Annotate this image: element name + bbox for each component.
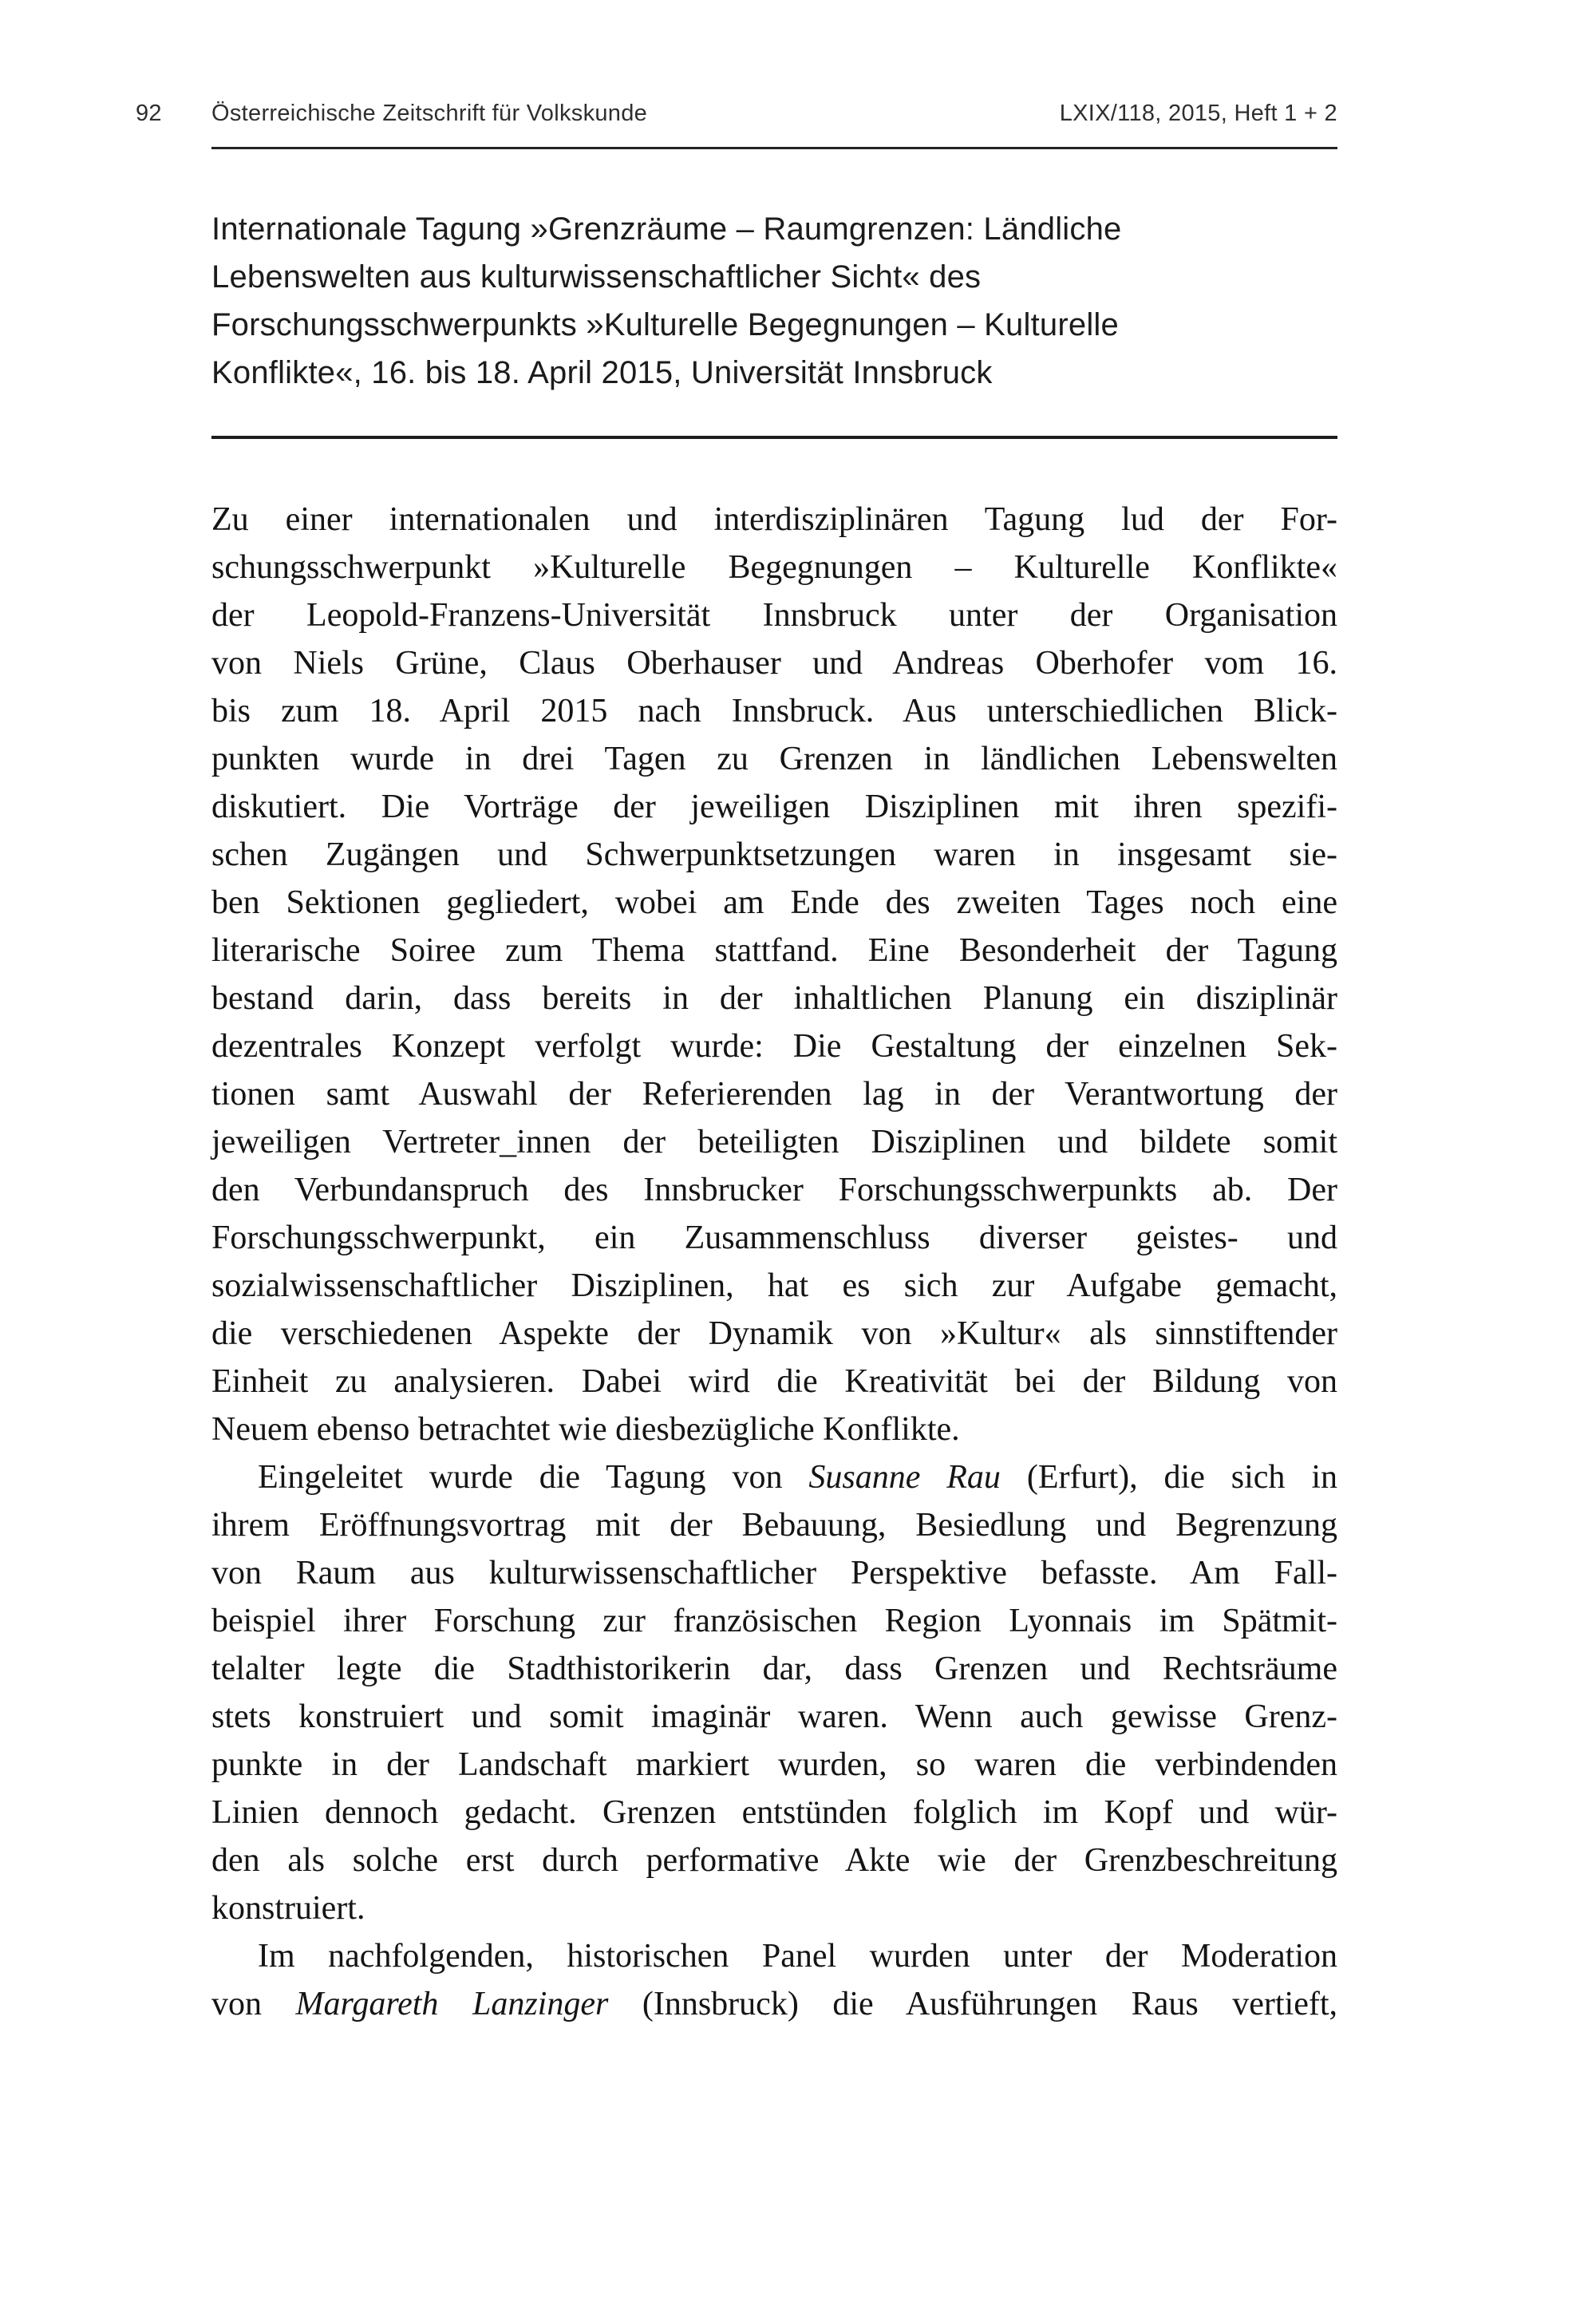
body-line — [211, 1741, 1337, 1789]
body-text-segment: stets konstruiert und somit imaginär waren. Wenn auch gewisse Grenz- — [211, 1698, 1337, 1735]
body-text-segment: tionen samt Auswahl der Referierenden lag in der Verantwortung der — [211, 1076, 1337, 1113]
body-line — [211, 1214, 1337, 1262]
body-line — [211, 927, 1337, 975]
body-text-segment: literarische Soiree zum Thema stattfand. Eine Besonderheit der Tagung — [211, 932, 1337, 969]
body-text-segment: ihrem Eröffnungsvortrag mit der Bebauung, Besiedlung und Begrenzung — [211, 1507, 1337, 1544]
body-line — [211, 1262, 1337, 1310]
body-text-segment: dezentrales Konzept verfolgt wurde: Die Gestaltung der einzelnen Sek- — [211, 1028, 1337, 1065]
body-line — [211, 496, 1337, 544]
article-title-line: Forschungsschwerpunkts »Kulturelle Begegnungen – Kulturelle — [211, 307, 1119, 342]
body-line — [211, 591, 1337, 639]
body-line — [211, 1597, 1337, 1645]
body-line — [211, 1645, 1337, 1693]
body-line — [211, 1310, 1337, 1358]
body-line — [211, 879, 1337, 927]
body-text-segment: punkte in der Landschaft markiert wurden, so waren die verbindenden — [211, 1746, 1337, 1783]
body-text-segment: (Innsbruck) die Ausführungen Raus vertieft, — [608, 1986, 1338, 2022]
body-text-segment: diskutiert. Die Vorträge der jeweiligen Disziplinen mit ihren spezifi- — [211, 789, 1337, 825]
article-title — [211, 205, 1361, 397]
body-line — [211, 975, 1337, 1022]
body-text-segment: den Verbundanspruch des Innsbrucker Forschungsschwerpunkts ab. Der — [211, 1172, 1337, 1208]
body-text-segment: schen Zugängen und Schwerpunktsetzungen waren in insgesamt sie- — [211, 836, 1337, 873]
body-line — [211, 735, 1337, 783]
body-text-segment: Neuem ebenso betrachtet wie diesbezügliche Konflikte. — [211, 1411, 960, 1448]
body-text-segment: beispiel ihrer Forschung zur französischen Region Lyonnais im Spätmit- — [211, 1603, 1337, 1639]
body-text-segment: telalter legte die Stadthistorikerin dar, dass Grenzen und Rechtsräume — [211, 1651, 1337, 1687]
body-line — [211, 1118, 1337, 1166]
body-text-segment: der Leopold-Franzens-Universität Innsbruck unter der Organisation — [211, 597, 1337, 634]
body-text-segment: punkten wurde in drei Tagen zu Grenzen in ländlichen Lebenswelten — [211, 741, 1337, 777]
body-line — [211, 639, 1337, 687]
body-line — [211, 831, 1337, 879]
article-title-line: Konflikte«, 16. bis 18. April 2015, Universität Innsbruck — [211, 355, 993, 390]
body-text-segment: Einheit zu analysieren. Dabei wird die Kreativität bei der Bildung von — [211, 1363, 1337, 1400]
body-text-segment: bis zum 18. April 2015 nach Innsbruck. Aus unterschiedlichen Blick- — [211, 693, 1337, 729]
body-text-segment: konstruiert. — [211, 1890, 365, 1927]
body-line — [211, 687, 1337, 735]
issue-info: LXIX/118, 2015, Heft 1 + 2 — [1059, 101, 1337, 126]
body-text-segment: Im nachfolgenden, historischen Panel wurden unter der Moderation — [258, 1938, 1337, 1975]
header-rule — [211, 147, 1337, 149]
running-head — [136, 99, 1337, 131]
body-line — [211, 1022, 1337, 1070]
body-line — [211, 1837, 1337, 1884]
body-line — [211, 544, 1337, 591]
title-rule — [211, 436, 1337, 439]
body-line — [211, 1789, 1337, 1837]
body-text-segment: den als solche erst durch performative Akte wie der Grenzbeschreitung — [211, 1842, 1337, 1879]
person-name-italic: Susanne Rau — [808, 1459, 1001, 1496]
body-text-segment: Eingeleitet wurde die Tagung von — [258, 1459, 809, 1496]
body-line — [211, 1693, 1337, 1741]
body-line — [211, 1166, 1337, 1214]
body-line — [211, 1070, 1337, 1118]
article-title-line: Lebenswelten aus kulturwissenschaftlicher Sicht« des — [211, 259, 982, 295]
body-text-segment: von Niels Grüne, Claus Oberhauser und Andreas Oberhofer vom 16. — [211, 645, 1337, 682]
body-text-segment: schungsschwerpunkt »Kulturelle Begegnungen – Kulturelle Konflikte« — [211, 549, 1337, 586]
body-text-segment: die verschiedenen Aspekte der Dynamik von »Kultur« als sinnstiftender — [211, 1315, 1337, 1352]
body-text-segment: bestand darin, dass bereits in der inhaltlichen Planung ein disziplinär — [211, 980, 1337, 1017]
body-line — [211, 1453, 1337, 1501]
body-line — [211, 1932, 1337, 1980]
journal-name: Österreichische Zeitschrift für Volkskunde — [211, 101, 648, 126]
body-line — [211, 1406, 1337, 1453]
person-name-italic: Margareth Lanzinger — [295, 1986, 609, 2022]
body-line — [211, 1980, 1337, 2028]
body-text-segment: (Erfurt), die sich in — [1000, 1459, 1337, 1496]
body-line — [211, 1501, 1337, 1549]
body-text-segment: Zu einer internationalen und interdisziplinären Tagung lud der For- — [211, 501, 1337, 538]
article-title-line: Internationale Tagung »Grenzräume – Raumgrenzen: Ländliche — [211, 212, 1122, 247]
body-text-segment: sozialwissenschaftlicher Disziplinen, hat es sich zur Aufgabe gemacht, — [211, 1267, 1337, 1304]
page-number: 92 — [136, 101, 162, 126]
body-text-segment: von — [211, 1986, 296, 2022]
body-text-segment: Forschungsschwerpunkt, ein Zusammenschluss diverser geistes- und — [211, 1220, 1337, 1256]
body-line — [211, 1884, 1337, 1932]
body-line — [211, 783, 1337, 831]
body-text-segment: ben Sektionen gegliedert, wobei am Ende des zweiten Tages noch eine — [211, 884, 1337, 921]
body-text-segment: von Raum aus kulturwissenschaftlicher Perspektive befasste. Am Fall- — [211, 1555, 1337, 1591]
body-line — [211, 1549, 1337, 1597]
article-body — [211, 496, 1337, 2028]
body-line — [211, 1358, 1337, 1406]
body-text-segment: Linien dennoch gedacht. Grenzen entstünden folglich im Kopf und wür- — [211, 1794, 1337, 1831]
body-text-segment: jeweiligen Vertreter_innen der beteiligten Disziplinen und bildete somit — [211, 1124, 1337, 1160]
